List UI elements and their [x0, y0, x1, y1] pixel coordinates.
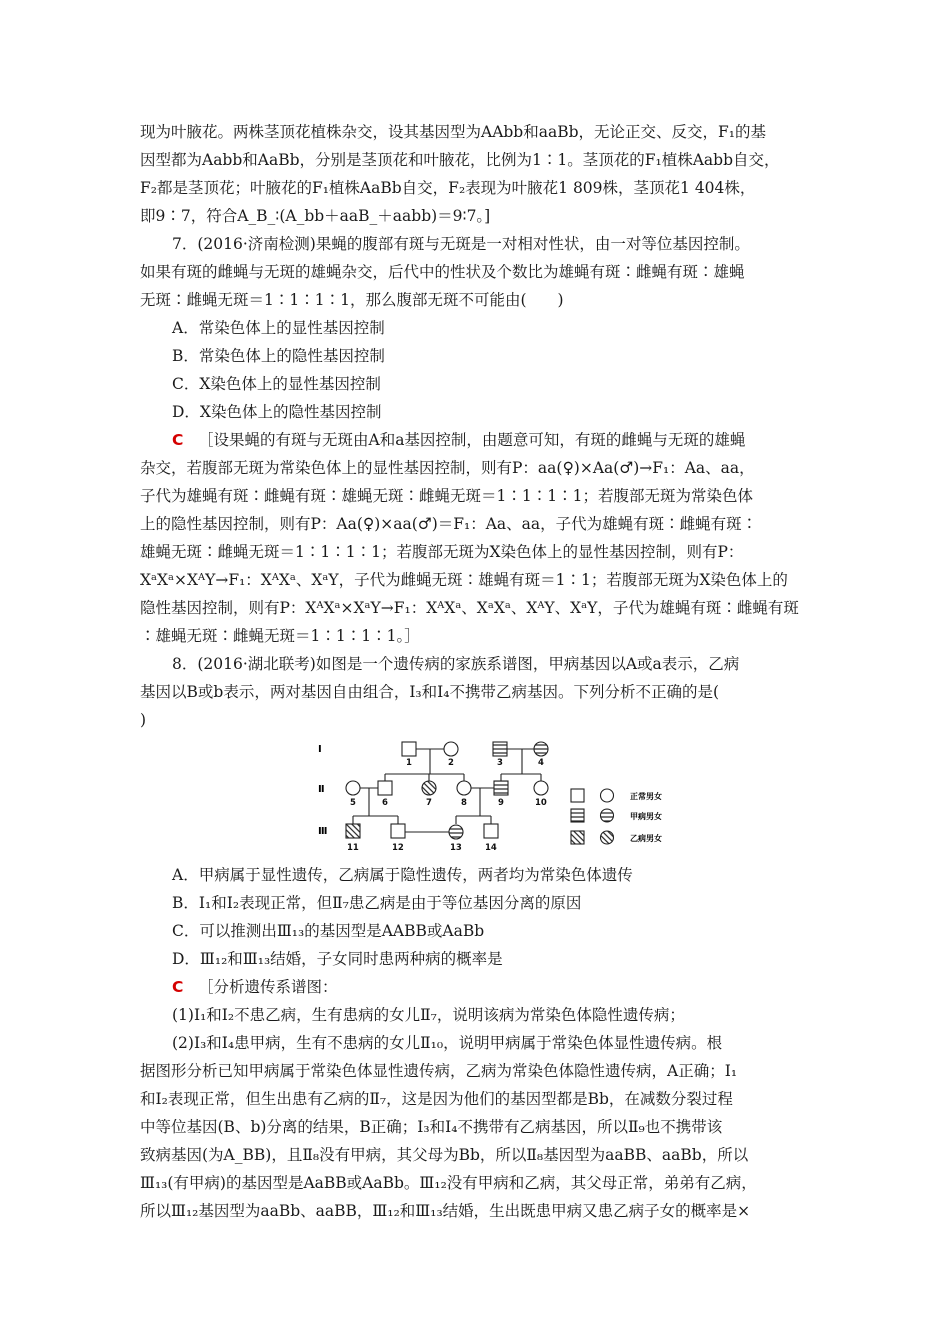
explanation-line: ∶雄蝇无斑∶雌蝇无斑＝1∶1∶1∶1。］ — [140, 627, 420, 645]
individual-number: 7 — [426, 798, 432, 808]
explanation-line: 和Ⅰ₂表现正常，但生出患有乙病的Ⅱ₇，这是因为他们的基因型都是Bb，在减数分裂过程 — [140, 1090, 733, 1108]
option-a: A．甲病属于显性遗传，乙病属于隐性遗传，两者均为常染色体遗传 — [172, 866, 633, 884]
explanation-line: 杂交，若腹部无斑为常染色体上的显性基因控制，则有P：aa(♀)×Aa(♂)→F₁：Aa、aa， — [140, 459, 755, 477]
explanation-line: XᵃXᵃ×XᴬY→F₁：XᴬXᵃ、XᵃY，子代为雌蝇无斑∶雄蝇有斑＝1∶1；若腹部无斑为X染色体上的 — [140, 571, 788, 589]
explanation-line: ［设果蝇的有斑与无斑由A和a基因控制，由题意可知，有斑的雌蝇与无斑的雄蝇 — [198, 431, 746, 449]
explanation-line: 所以Ⅲ₁₂基因型为aaBb、aaBB，Ⅲ₁₂和Ⅲ₁₃结婚，生出既患甲病又患乙病子女的概率是× — [140, 1202, 751, 1220]
option-d: D．X染色体上的隐性基因控制 — [172, 403, 382, 421]
explanation-line: 隐性基因控制，则有P：XᴬXᵃ×XᵃY→F₁：XᴬXᵃ、XᵃXᵃ、XᴬY、XᵃY，子代为雄蝇有斑∶雌蝇有斑 — [140, 599, 799, 617]
generation-label: Ⅰ — [318, 744, 322, 755]
generation-label: Ⅱ — [318, 784, 325, 795]
text-line: 即9∶7，符合A_B_∶(A_bb＋aaB_＋aabb)＝9∶7。] — [140, 207, 491, 225]
option-a: A．常染色体上的显性基因控制 — [172, 319, 385, 337]
option-b: B．Ⅰ₁和Ⅰ₂表现正常，但Ⅱ₇患乙病是由于等位基因分离的原因 — [172, 894, 582, 912]
individual-number: 10 — [535, 798, 547, 808]
individual-number: 12 — [392, 843, 404, 853]
explanation-line: 雄蝇无斑∶雌蝇无斑＝1∶1∶1∶1；若腹部无斑为X染色体上的显性基因控制，则有P： — [140, 543, 744, 561]
option-c: C．X染色体上的显性基因控制 — [172, 375, 381, 393]
individual-number: 1 — [406, 758, 412, 768]
explanation-line: ［分析遗传系谱图： — [198, 978, 338, 996]
individual-number: 6 — [382, 798, 388, 808]
question-8: 8．(2016·湖北联考)如图是一个遗传病的家族系谱图，甲病基因以A或a表示，乙病 — [172, 655, 740, 673]
generation-label: Ⅲ — [318, 826, 328, 837]
explanation-line: (2)Ⅰ₃和Ⅰ₄患甲病，生有不患病的女儿Ⅱ₁₀，说明甲病属于常染色体显性遗传病。根 — [172, 1034, 723, 1052]
option-b: B．常染色体上的隐性基因控制 — [172, 347, 385, 365]
text-line: 因型都为Aabb和AaBb，分别是茎顶花和叶腋花，比例为1∶1。茎顶花的F₁植株Aabb自交， — [140, 151, 780, 169]
legend-normal-label: 正常男女 — [630, 792, 662, 801]
text-line: 现为叶腋花。两株茎顶花植株杂交，设其基因型为AAbb和aaBb，无论正交、反交，F₁的基 — [140, 123, 766, 141]
individual-number: 14 — [485, 843, 497, 853]
individual-number: 5 — [350, 798, 356, 808]
explanation-line: 据图形分析已知甲病属于常染色体显性遗传病，乙病为常染色体隐性遗传病，A正确；Ⅰ₁ — [140, 1062, 738, 1080]
question-7: 7．(2016·济南检测)果蝇的腹部有斑与无斑是一对相对性状，由一对等位基因控制。 — [172, 235, 750, 253]
explanation-line: 中等位基因(B、b)分离的结果，B正确；Ⅰ₃和Ⅰ₄不携带有乙病基因，所以Ⅱ₉也不携带该 — [140, 1118, 723, 1136]
explanation-line: 上的隐性基因控制，则有P：Aa(♀)×aa(♂)＝F₁：Aa、aa，子代为雄蝇有斑∶雌蝇有斑∶ — [140, 515, 758, 533]
explanation-line: Ⅲ₁₃(有甲病)的基因型是AaBB或AaBb。Ⅲ₁₂没有甲病和乙病，其父母正常，弟弟有乙病， — [140, 1174, 757, 1192]
text-line: 无斑∶雌蝇无斑＝1∶1∶1∶1，那么腹部无斑不可能由( ) — [140, 291, 564, 309]
text-line: F₂都是茎顶花；叶腋花的F₁植株AaBb自交，F₂表现为叶腋花1 809株，茎顶花1 404株， — [140, 179, 756, 197]
answer-q8: C — [172, 978, 184, 996]
individual-number: 13 — [450, 843, 462, 853]
individual-number: 9 — [498, 798, 504, 808]
individual-number: 4 — [538, 758, 544, 768]
individual-number: 11 — [347, 843, 359, 853]
explanation-line: 致病基因(为A_BB)，且Ⅱ₈没有甲病，其父母为Bb，所以Ⅱ₈基因型为aaBB、aaBb，所以 — [140, 1146, 749, 1164]
individual-number: 2 — [448, 758, 454, 768]
explanation-line: (1)Ⅰ₁和Ⅰ₂不患乙病，生有患病的女儿Ⅱ₇，说明该病为常染色体隐性遗传病； — [172, 1006, 685, 1024]
text-line: ) — [140, 711, 147, 729]
text-line: 基因以B或b表示，两对基因自由组合，Ⅰ₃和Ⅰ₄不携带乙病基因。下列分析不正确的是( — [140, 683, 720, 701]
individual-number: 8 — [461, 798, 467, 808]
individual-number: 3 — [497, 758, 503, 768]
legend-disease-a-label: 甲病男女 — [630, 812, 662, 821]
legend-disease-b-label: 乙病男女 — [630, 834, 662, 843]
option-c: C．可以推测出Ⅲ₁₃的基因型是AABB或AaBb — [172, 922, 485, 940]
text-line: 如果有斑的雌蝇与无斑的雄蝇杂交，后代中的性状及个数比为雄蝇有斑∶雌蝇有斑∶雄蝇 — [140, 263, 745, 281]
answer-q7: C — [172, 431, 184, 449]
explanation-line: 子代为雄蝇有斑∶雌蝇有斑∶雄蝇无斑∶雌蝇无斑＝1∶1∶1∶1；若腹部无斑为常染色体 — [140, 487, 753, 505]
option-d: D．Ⅲ₁₂和Ⅲ₁₃结婚，子女同时患两种病的概率是 — [172, 950, 503, 968]
